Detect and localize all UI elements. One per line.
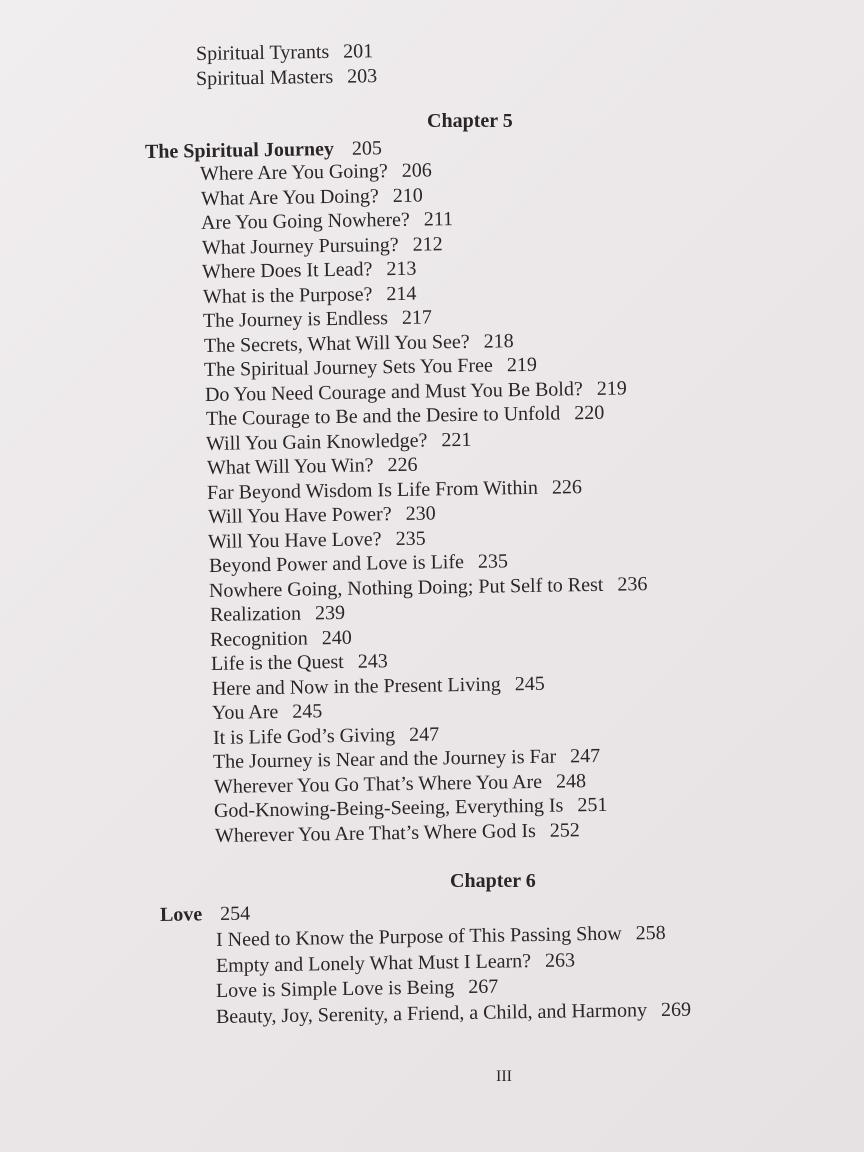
- toc-entry-title: The Journey is Endless: [203, 307, 389, 332]
- toc-entry-page: 221: [441, 428, 472, 451]
- toc-entry-title: Will You Gain Knowledge?: [205, 429, 428, 455]
- toc-entry-title: Spiritual Tyrants: [195, 40, 330, 65]
- toc-entry-title: Where Does It Lead?: [202, 258, 373, 283]
- section-title-text: Love: [159, 903, 203, 926]
- section-title-text: The Spiritual Journey: [144, 138, 335, 163]
- toc-entry-title: Beauty, Joy, Serenity, a Friend, a Child, and Harmony: [216, 998, 648, 1028]
- toc-entry-title: God-Knowing-Being-Seeing, Everything Is: [214, 794, 564, 822]
- toc-entry-title: You Are: [211, 700, 279, 724]
- toc-entry-page: 240: [322, 626, 353, 649]
- toc-entry-page: 211: [423, 208, 454, 231]
- toc-entry-page: 263: [544, 948, 576, 972]
- toc-entry-page: 226: [386, 453, 418, 477]
- toc-entry-title: Wherever You Are That’s Where God Is: [214, 819, 536, 847]
- toc-entry: [216, 948, 575, 978]
- toc-entry-page: 252: [549, 818, 580, 842]
- toc-entry: [216, 921, 666, 952]
- toc-entry-title: Empty and Lonely What Must I Learn?: [215, 949, 532, 977]
- toc-entry-title: Life is the Quest: [210, 650, 344, 675]
- toc-entry-title: Nowhere Going, Nothing Doing; Put Self to Rest: [209, 573, 604, 602]
- page-number: III: [496, 1068, 512, 1085]
- toc-entry-page: 219: [507, 353, 538, 377]
- toc-entry-title: Will You Have Love?: [208, 527, 383, 553]
- toc-entry: [215, 818, 580, 848]
- toc-entry-title: Recognition: [210, 626, 309, 651]
- toc-entry-title: What is the Purpose?: [202, 282, 373, 308]
- toc-entry-title: What Journey Pursuing?: [201, 233, 399, 259]
- toc-entry: [203, 305, 432, 333]
- toc-entry-page: 203: [347, 65, 378, 88]
- toc-entry-title: Will You Have Power?: [207, 503, 392, 528]
- toc-entry: [211, 671, 544, 700]
- toc-entry-page: 245: [514, 672, 545, 695]
- toc-entry-page: 219: [596, 376, 627, 400]
- toc-entry-page: 218: [483, 329, 514, 353]
- toc-entry-title: The Spiritual Journey Sets You Free: [204, 354, 494, 381]
- toc-entry: [210, 601, 345, 627]
- toc-entry-title: Love is Simple Love is Being: [216, 976, 455, 1002]
- toc-entry: [208, 526, 426, 553]
- toc-entry-page: 212: [412, 232, 443, 256]
- toc-entry-title: The Courage to Be and the Desire to Unfold: [205, 402, 560, 430]
- toc-entry: [201, 232, 442, 260]
- toc-entry-title: Spiritual Masters: [195, 65, 334, 90]
- toc-entry-page: 217: [402, 306, 433, 329]
- toc-entry-page: 267: [468, 975, 499, 999]
- toc-entry-page: 210: [392, 184, 423, 207]
- toc-entry-title: It is Life God’s Giving: [212, 723, 396, 749]
- toc-entry: [203, 281, 417, 308]
- chapter-heading: Chapter 5: [427, 110, 513, 132]
- toc-entry: [205, 401, 604, 431]
- toc-entry-page: 247: [570, 744, 601, 768]
- toc-entry-page: 214: [385, 282, 417, 305]
- toc-entry-title: Beyond Power and Love is Life: [208, 550, 464, 577]
- toc-entry-page: 226: [551, 475, 583, 499]
- toc-entry: [206, 427, 472, 455]
- toc-entry-page: 251: [577, 793, 608, 817]
- section-title-page: 205: [351, 137, 383, 160]
- toc-entry-page: 201: [343, 40, 374, 63]
- toc-entry: [202, 257, 417, 284]
- toc-entry-page: 213: [386, 257, 417, 281]
- toc-entry: [212, 699, 323, 725]
- toc-entry: [196, 39, 374, 66]
- toc-entry: [212, 722, 439, 750]
- toc-entry: [207, 501, 435, 529]
- toc-entry-page: 243: [357, 650, 388, 673]
- toc-entry: [200, 158, 432, 186]
- toc-entry-title: The Journey is Near and the Journey is Far: [213, 745, 557, 773]
- toc-entry-title: The Secrets, What Will You See?: [203, 330, 470, 357]
- toc-entry-page: 220: [573, 401, 604, 425]
- toc-entry-title: Realization: [209, 602, 302, 626]
- toc-entry: [201, 207, 453, 235]
- toc-entry: [211, 649, 388, 676]
- toc-entry-title: Are You Going Nowhere?: [200, 208, 411, 234]
- toc-entry-title: I Need to Know the Purpose of This Passing Show: [215, 922, 622, 951]
- section-title: [160, 903, 251, 927]
- toc-entry-title: What Will You Win?: [206, 454, 374, 479]
- toc-entry-page: 235: [395, 527, 427, 550]
- toc-entry-title: Wherever You Go That’s Where You Are: [213, 770, 542, 798]
- toc-entry-page: 245: [292, 700, 323, 723]
- toc-entry-page: 236: [617, 572, 648, 596]
- toc-entry-page: 206: [401, 159, 432, 182]
- toc-entry: [209, 549, 508, 578]
- toc-entry-page: 239: [314, 601, 346, 625]
- toc-entry-page: 235: [477, 550, 508, 573]
- toc-entry-title: Far Beyond Wisdom Is Life From Within: [206, 476, 539, 504]
- toc-entry: [210, 625, 352, 651]
- section-title-page: 254: [220, 902, 251, 926]
- chapter-heading: Chapter 6: [450, 870, 536, 892]
- toc-entry: [196, 64, 378, 91]
- toc-entry: [206, 453, 417, 480]
- toc-entry: [200, 183, 422, 210]
- toc-entry-title: Do You Need Courage and Must You Be Bold?: [204, 377, 583, 406]
- toc-entry-title: Where Are You Going?: [199, 160, 388, 185]
- toc-entry-page: 269: [661, 998, 692, 1021]
- toc-entry-title: Here and Now in the Present Living: [211, 672, 501, 700]
- toc-entry-page: 258: [635, 921, 666, 945]
- toc-entry: [216, 975, 499, 1003]
- toc-entry-page: 248: [555, 769, 586, 793]
- toc-entry-page: 247: [408, 722, 440, 746]
- toc-entry-title: What Are You Doing?: [200, 184, 379, 210]
- toc-entry-page: 230: [405, 502, 436, 525]
